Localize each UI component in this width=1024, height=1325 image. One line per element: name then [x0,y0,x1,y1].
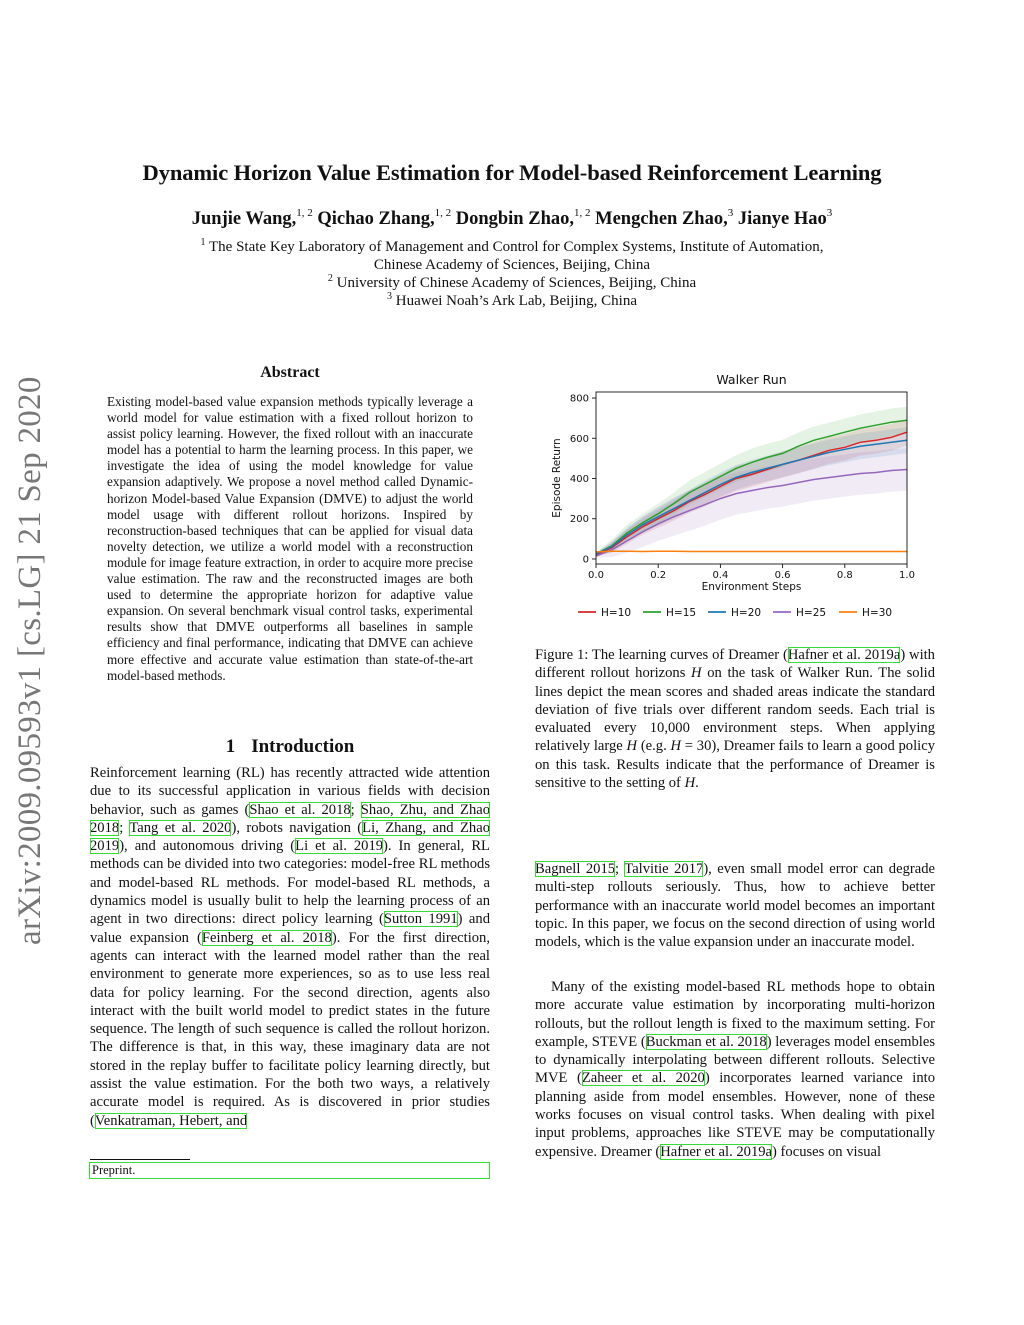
text-run: ), and autonomous driving ( [119,838,296,855]
legend-label: H=30 [862,607,893,619]
affiliation-3: $^3$ Huawei Noah’s Ark Lab, Beijing, China [387,291,637,309]
text-run: ; [350,801,361,818]
introduction-body [90,764,490,1130]
citation-link[interactable]: Buckman et al. 2018 [645,1033,767,1050]
right-paragraph-1 [535,860,935,951]
x-tick-label: 0.4 [712,570,729,581]
math-symbol: H [626,738,638,755]
y-tick-label: 400 [569,474,589,486]
text-run: Figure 1: The learning curves of Dreamer ( [535,647,788,663]
abstract-body: Existing model-based value expansion methods typically leverage a world model for value estimation with a fixed rollout horizon to assist policy learning. However, the fixed rollout with an inaccurate model has a potential to harm the learning process. In this paper, we investigate the idea of using the model knowledge for value expansion adaptively. We propose a novel method called Dynamic-horizon Model-based Value Expansion (DMVE) to adjust the world model usage with different rollout horizons. Inspired by reconstruction-based techniques that can be applied for visual data novelty detection, we utilize a world model with a reconstruction module for image feature extraction, in order to acquire more precise value estimation. The raw and the reconstructed images are both used to determine the appropriate horizon for adaptive value expansion. On several benchmark visual control tasks, experimental results show that DMVE outperforms all baselines in sample efficiency and final performance, indicating that DMVE can achieve more effective and accurate value estimation than state-of-the-art model-based methods. [107,394,473,683]
section-heading-introduction: 1 Introduction [225,736,355,757]
y-tick-label: 800 [569,393,589,405]
text-run: = 30), Dreamer fails to learn a good policy on this task. Results indicate that the performance of Dreamer is sensitive to the setting of [535,738,935,792]
text-run: Reinforcement learning (RL) has recently attracted wide attention due to its successful application in various fields with decision behavior, such as games ( [90,765,490,818]
citation-link[interactable]: Feinberg et al. 2018 [201,929,332,946]
text-run: ; [119,819,130,836]
abstract-heading: Abstract [260,364,320,381]
affiliation-2: $^2$ University of Chinese Academy of Sciences, Beijing, China [327,273,697,291]
x-tick-label: 0.8 [836,570,853,581]
y-tick-label: 600 [569,433,589,445]
legend-label: H=10 [601,607,632,619]
text-run: ), even small model error can degrade multi-step rollouts seriously. Thus, how to achieve better performance with an inaccurate world model becomes an important topic. In this paper, we focus on the second direction of using world models, which is the value expansion under an inaccurate model. [535,861,935,951]
citation-link[interactable]: Li et al. 2019 [295,838,384,855]
author-list [0,209,1024,230]
text-run: ). For the first direction, agents can interact with the learned model rather than the real environment to generate more experiences, so as to use less real data for policy learning. For the second direction, agents also interact with the built world model to predict states in the future sequence. The length of such sequence is called the rollout horizon. The difference is that, in this way, these imaginary data are not stored in the replay buffer to facilitate policy learning directly, but assist the value estimation. For the both two ways, a relatively accurate model is required. As is discovered in prior studies ( [90,929,490,1129]
citation-link[interactable]: Tang et al. 2020 [129,819,232,836]
footnote-preprint[interactable]: Preprint. [89,1162,490,1179]
x-tick-label: 0.6 [774,570,791,581]
text-run: ), robots navigation ( [231,819,363,836]
text-run: . [695,775,699,792]
citation-link[interactable]: Venkatraman, Hebert, and [94,1112,248,1129]
legend-label: H=15 [666,607,697,619]
footnote-rule [90,1159,190,1160]
text-run: ; [615,861,625,877]
author-name: Qichao Zhang, [317,209,435,229]
x-axis-label: Environment Steps [701,581,802,593]
x-tick-label: 0.2 [650,570,667,581]
citation-link[interactable]: Bagnell 2015 [535,861,616,877]
text-run: ) leverages model ensembles to dynamically interpolating between different rollouts. Selective MVE ( [535,1033,936,1087]
citation-link[interactable]: Shao et al. 2018 [249,801,351,818]
author-name: Dongbin Zhao, [455,209,574,229]
author-affiliation-mark: 3 [727,207,734,219]
author-affiliation-mark: 1, 2 [296,207,313,219]
x-tick-label: 1.0 [899,570,915,581]
text-run: Many of the existing model-based RL methods hope to obtain more accurate value estimation by incorporating multi-horizon rollouts, but the rollout length is fixed to the maximum setting. For example, STEVE ( [535,979,935,1050]
text-run: on the task of Walker Run. The solid lines depict the mean scores and shaded areas indicate the standard deviation of five trials over different random seeds. Each trial is evaluated every 10,000 environment steps. When applying relatively large [535,665,936,755]
citation-link[interactable]: Zaheer et al. 2020 [581,1070,705,1087]
author-name: Jianye Hao [737,209,827,229]
text-run: ) with different rollout horizons [535,647,935,682]
text-run: (e.g. [637,738,671,755]
author-affiliation-mark: 1, 2 [573,207,591,219]
author-name: Mengchen Zhao, [595,209,728,229]
text-run: ). In general, RL methods can be divided into two categories: model-free RL methods and model-based RL methods. For model-based RL methods, a dynamics model is usually bulit to help the learning process of an agent in two directions: direct policy learning ( [90,838,490,928]
legend-label: H=20 [731,607,762,619]
affiliation-1: $^1$ The State Key Laboratory of Management and Control for Complex Systems, Institute of Automation, Chinese Academy of Sciences, Beijing, China [200,237,824,273]
y-tick-label: 0 [582,554,589,566]
text-run: ) and value expansion ( [90,911,490,946]
author-affiliation-mark: 3 [826,207,833,219]
right-paragraph-2 [535,978,935,1161]
y-tick-label: 200 [569,514,589,526]
math-symbol: H [670,738,682,755]
author-name: Junjie Wang, [191,209,297,229]
legend-label: H=25 [796,607,827,619]
figure-caption [535,646,935,792]
walker-run-chart [540,366,930,628]
y-axis-label: Episode Return [551,438,563,518]
citation-link[interactable]: Hafner et al. 2019a [660,1143,773,1160]
citation-link[interactable]: Li, Zhang, and Zhao 2019 [90,819,490,855]
citation-link[interactable]: Shao, Zhu, and Zhao 2018 [90,801,491,836]
author-affiliation-mark: 1, 2 [434,207,452,219]
math-symbol: H [684,775,696,792]
citation-link[interactable]: Sutton 1991 [383,911,458,928]
x-tick-label: 0.0 [588,570,604,581]
arxiv-identifier: arXiv:2009.09593v1 [cs.LG] 21 Sep 2020 [12,376,48,945]
citation-link[interactable]: Talvitie 2017 [624,861,704,877]
paper-title: Dynamic Horizon Value Estimation for Model-based Reinforcement Learning [142,160,882,185]
chart-title: Walker Run [716,372,787,387]
math-symbol: H [691,665,702,682]
text-run: ) incorporates learned variance into planning aside from model ensembles. However, none of these works focuses on visual control tasks. When dealing with pixel input problems, approaches like STEVE may be computationally expensive. Dreamer ( [535,1070,935,1160]
series-line-h-30 [596,551,907,552]
text-run: ) focuses on visual [772,1143,882,1160]
citation-link[interactable]: Hafner et al. 2019a [787,647,901,663]
